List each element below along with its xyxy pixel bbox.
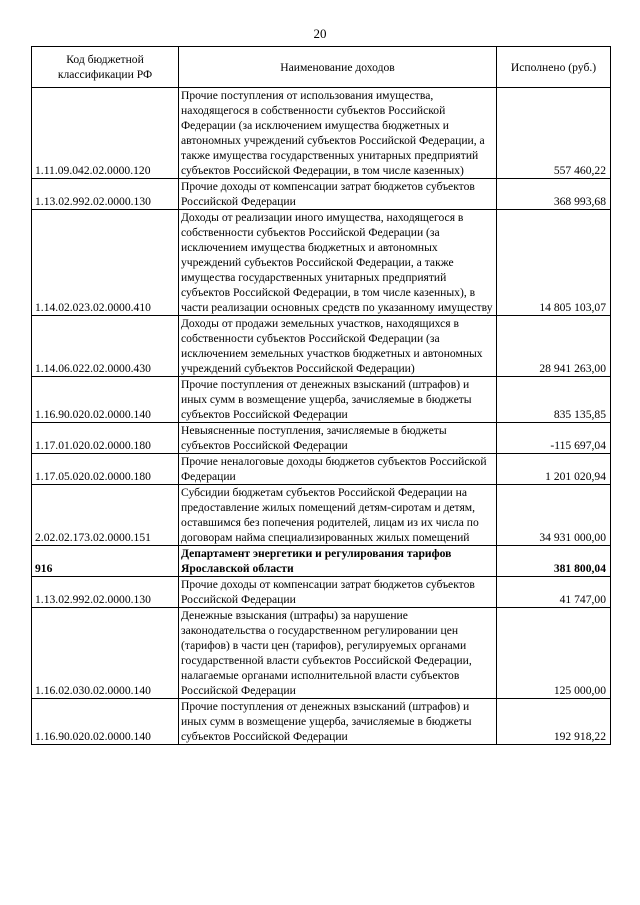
row-amount: 1 201 020,94 [497, 454, 611, 485]
table-row [32, 454, 611, 485]
row-code: 1.13.02.992.02.0000.130 [32, 179, 179, 210]
row-code: 2.02.02.173.02.0000.151 [32, 485, 179, 546]
row-amount: 34 931 000,00 [497, 485, 611, 546]
row-code: 1.14.06.022.02.0000.430 [32, 316, 179, 377]
row-code: 1.16.02.030.02.0000.140 [32, 608, 179, 699]
row-name: Денежные взыскания (штрафы) за нарушение законодательства о государственном регулировании цен (тарифов) в части цен (тарифов), регулируемых органами государственной власти субъектов Российской Федерации, налагаемые органами исполнительной власти субъектов Российской Федерации [179, 608, 497, 699]
row-code: 1.16.90.020.02.0000.140 [32, 699, 179, 745]
table-row [32, 316, 611, 377]
header-code: Код бюджетной классификации РФ [32, 47, 179, 88]
row-amount: 41 747,00 [497, 577, 611, 608]
row-name: Доходы от реализации иного имущества, находящегося в собственности субъектов Российской Федерации (за исключением имущества бюджетных и автономных учреждений субъектов Российской Федерации, а также имущества государственных унитарных предприятий субъектов Российской Федерации, в том числе казенных), в части реализации основных средств по указанному имуществу [179, 210, 497, 316]
row-name: Департамент энергетики и регулирования тарифов Ярославской области [179, 546, 497, 577]
row-code: 1.16.90.020.02.0000.140 [32, 377, 179, 423]
row-code: 1.11.09.042.02.0000.120 [32, 88, 179, 179]
row-amount: 125 000,00 [497, 608, 611, 699]
table-row [32, 485, 611, 546]
header-name: Наименование доходов [179, 47, 497, 88]
row-name: Невыясненные поступления, зачисляемые в бюджеты субъектов Российской Федерации [179, 423, 497, 454]
row-code: 1.17.01.020.02.0000.180 [32, 423, 179, 454]
row-name: Прочие поступления от денежных взысканий (штрафов) и иных сумм в возмещение ущерба, зачисляемые в бюджеты субъектов Российской Федерации [179, 699, 497, 745]
table-header-row [32, 47, 611, 88]
row-name: Прочие доходы от компенсации затрат бюджетов субъектов Российской Федерации [179, 577, 497, 608]
table-row [32, 699, 611, 745]
row-amount: 192 918,22 [497, 699, 611, 745]
table-row [32, 210, 611, 316]
row-amount: -115 697,04 [497, 423, 611, 454]
row-amount: 835 135,85 [497, 377, 611, 423]
row-name: Субсидии бюджетам субъектов Российской Федерации на предоставление жилых помещений детям-сиротам и детям, оставшимся без попечения родителей, лицам из их числа по договорам найма специализированных жилых помещений [179, 485, 497, 546]
row-amount: 368 993,68 [497, 179, 611, 210]
table-row [32, 377, 611, 423]
table-row [32, 179, 611, 210]
table-row [32, 423, 611, 454]
table-row-department [32, 546, 611, 577]
row-name: Прочие поступления от денежных взысканий (штрафов) и иных сумм в возмещение ущерба, зачисляемые в бюджеты субъектов Российской Федерации [179, 377, 497, 423]
revenue-table [31, 46, 611, 745]
row-amount: 557 460,22 [497, 88, 611, 179]
row-amount: 381 800,04 [497, 546, 611, 577]
row-code: 916 [32, 546, 179, 577]
header-amount: Исполнено (руб.) [497, 47, 611, 88]
table-row [32, 88, 611, 179]
row-name: Доходы от продажи земельных участков, находящихся в собственности субъектов Российской Федерации (за исключением земельных участков бюджетных и автономных учреждений субъектов Российской Федерации) [179, 316, 497, 377]
table-row [32, 608, 611, 699]
row-amount: 14 805 103,07 [497, 210, 611, 316]
row-code: 1.13.02.992.02.0000.130 [32, 577, 179, 608]
row-code: 1.14.02.023.02.0000.410 [32, 210, 179, 316]
table-row [32, 577, 611, 608]
row-amount: 28 941 263,00 [497, 316, 611, 377]
row-name: Прочие поступления от использования имущества, находящегося в собственности субъектов Российской Федерации (за исключением имущества бюджетных и автономных учреждений субъектов Российской Федерации, а также имущества государственных унитарных предприятий субъектов Российской Федерации, в том числе казенных) [179, 88, 497, 179]
row-code: 1.17.05.020.02.0000.180 [32, 454, 179, 485]
page-number: 20 [313, 26, 327, 41]
row-name: Прочие доходы от компенсации затрат бюджетов субъектов Российской Федерации [179, 179, 497, 210]
row-name: Прочие неналоговые доходы бюджетов субъектов Российской Федерации [179, 454, 497, 485]
